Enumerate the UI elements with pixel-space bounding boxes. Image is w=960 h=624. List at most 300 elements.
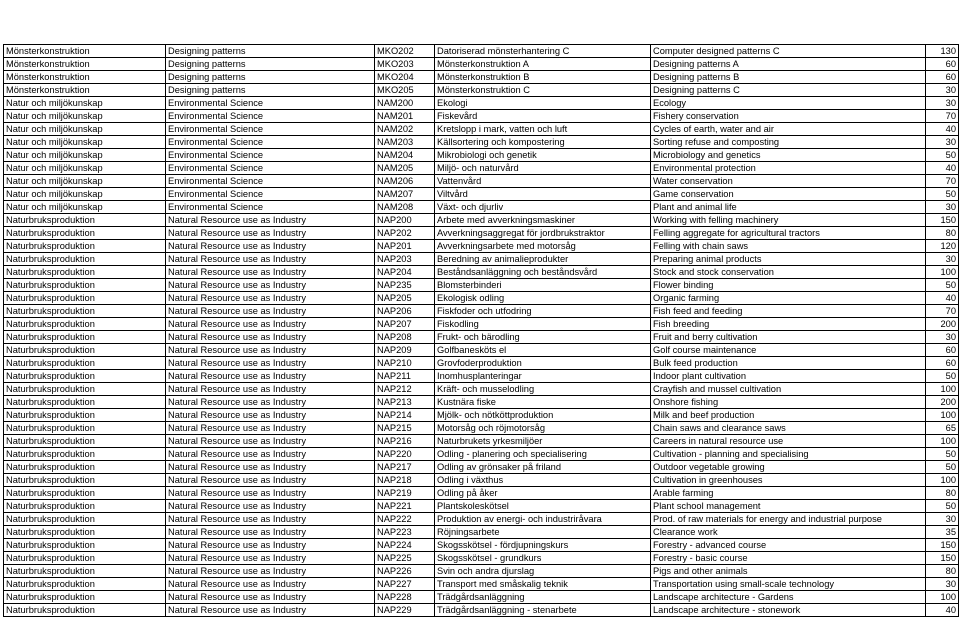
course-code-cell: NAP222: [375, 513, 435, 526]
subject-sv-cell: Mönsterkonstruktion: [4, 45, 166, 58]
points-cell: 30: [926, 578, 959, 591]
subject-en-cell: Environmental Science: [166, 201, 375, 214]
course-name-sv-cell: Naturbrukets yrkesmiljöer: [435, 435, 651, 448]
course-code-cell: NAP219: [375, 487, 435, 500]
points-cell: 60: [926, 58, 959, 71]
table-row: [4, 240, 959, 253]
points-cell: 30: [926, 97, 959, 110]
table-row: [4, 409, 959, 422]
points-cell: 30: [926, 253, 959, 266]
course-name-en-cell: Clearance work: [651, 526, 926, 539]
subject-sv-cell: Naturbruksproduktion: [4, 552, 166, 565]
subject-en-cell: Environmental Science: [166, 110, 375, 123]
course-name-en-cell: Plant school management: [651, 500, 926, 513]
course-code-cell: NAP200: [375, 214, 435, 227]
subject-en-cell: Natural Resource use as Industry: [166, 487, 375, 500]
subject-en-cell: Natural Resource use as Industry: [166, 422, 375, 435]
course-name-sv-cell: Beståndsanläggning och beståndsvård: [435, 266, 651, 279]
course-name-sv-cell: Grovfoderproduktion: [435, 357, 651, 370]
subject-sv-cell: Natur och miljökunskap: [4, 188, 166, 201]
subject-en-cell: Designing patterns: [166, 58, 375, 71]
points-cell: 30: [926, 331, 959, 344]
table-row: [4, 253, 959, 266]
subject-sv-cell: Naturbruksproduktion: [4, 422, 166, 435]
table-row: [4, 591, 959, 604]
course-code-cell: NAM206: [375, 175, 435, 188]
course-name-sv-cell: Odling på åker: [435, 487, 651, 500]
course-name-sv-cell: Odling - planering och specialisering: [435, 448, 651, 461]
course-name-sv-cell: Miljö- och naturvård: [435, 162, 651, 175]
table-row: [4, 461, 959, 474]
course-code-cell: NAP204: [375, 266, 435, 279]
course-name-en-cell: Organic farming: [651, 292, 926, 305]
points-cell: 60: [926, 71, 959, 84]
course-name-en-cell: Crayfish and mussel cultivation: [651, 383, 926, 396]
subject-en-cell: Natural Resource use as Industry: [166, 539, 375, 552]
course-name-sv-cell: Avverkningsarbete med motorsåg: [435, 240, 651, 253]
course-name-en-cell: Golf course maintenance: [651, 344, 926, 357]
subject-en-cell: Environmental Science: [166, 175, 375, 188]
page-title: Engelsk översättning av ämnen och kurser. Publicerad 2003-03-05: [5, 0, 448, 15]
subject-en-cell: Environmental Science: [166, 149, 375, 162]
subject-sv-cell: Naturbruksproduktion: [4, 526, 166, 539]
subject-en-cell: Natural Resource use as Industry: [166, 305, 375, 318]
table-row: [4, 513, 959, 526]
subject-en-cell: Natural Resource use as Industry: [166, 370, 375, 383]
course-name-sv-cell: Fiskfoder och utfodring: [435, 305, 651, 318]
course-name-en-cell: Felling aggregate for agricultural tractors: [651, 227, 926, 240]
course-code-cell: NAP221: [375, 500, 435, 513]
points-cell: 50: [926, 149, 959, 162]
table-row: [4, 344, 959, 357]
points-cell: 30: [926, 136, 959, 149]
subject-sv-cell: Naturbruksproduktion: [4, 266, 166, 279]
subject-sv-cell: Naturbruksproduktion: [4, 292, 166, 305]
course-code-cell: NAP225: [375, 552, 435, 565]
subject-sv-cell: Naturbruksproduktion: [4, 604, 166, 617]
points-cell: 100: [926, 409, 959, 422]
course-name-sv-cell: Mönsterkonstruktion C: [435, 84, 651, 97]
course-code-cell: NAP226: [375, 565, 435, 578]
course-name-sv-cell: Kustnära fiske: [435, 396, 651, 409]
course-name-en-cell: Designing patterns B: [651, 71, 926, 84]
subject-en-cell: Natural Resource use as Industry: [166, 409, 375, 422]
course-name-en-cell: Plant and animal life: [651, 201, 926, 214]
course-name-sv-cell: Skogsskötsel - grundkurs: [435, 552, 651, 565]
table-row: [4, 357, 959, 370]
course-name-en-cell: Onshore fishing: [651, 396, 926, 409]
table-row: [4, 578, 959, 591]
table-row: [4, 474, 959, 487]
course-name-sv-cell: Mönsterkonstruktion B: [435, 71, 651, 84]
subject-sv-cell: Mönsterkonstruktion: [4, 58, 166, 71]
subject-sv-cell: Naturbruksproduktion: [4, 279, 166, 292]
course-code-cell: NAP217: [375, 461, 435, 474]
table-row: [4, 448, 959, 461]
table-row: [4, 331, 959, 344]
course-code-cell: NAP202: [375, 227, 435, 240]
course-name-sv-cell: Produktion av energi- och industriråvara: [435, 513, 651, 526]
course-name-sv-cell: Odling av grönsaker på friland: [435, 461, 651, 474]
course-code-cell: NAP224: [375, 539, 435, 552]
points-cell: 100: [926, 435, 959, 448]
course-name-en-cell: Felling with chain saws: [651, 240, 926, 253]
points-cell: 120: [926, 240, 959, 253]
course-name-en-cell: Stock and stock conservation: [651, 266, 926, 279]
course-name-en-cell: Cultivation in greenhouses: [651, 474, 926, 487]
course-code-cell: NAP207: [375, 318, 435, 331]
course-name-en-cell: Prod. of raw materials for energy and industrial purpose: [651, 513, 926, 526]
course-code-cell: NAP205: [375, 292, 435, 305]
points-cell: 40: [926, 292, 959, 305]
subject-en-cell: Environmental Science: [166, 123, 375, 136]
points-cell: 200: [926, 396, 959, 409]
course-name-en-cell: Forestry - advanced course: [651, 539, 926, 552]
course-code-cell: NAM207: [375, 188, 435, 201]
subject-en-cell: Natural Resource use as Industry: [166, 227, 375, 240]
course-name-sv-cell: Plantskoleskötsel: [435, 500, 651, 513]
course-name-en-cell: Water conservation: [651, 175, 926, 188]
table-row: [4, 435, 959, 448]
course-name-sv-cell: Motorsåg och röjmotorsåg: [435, 422, 651, 435]
subject-sv-cell: Naturbruksproduktion: [4, 487, 166, 500]
subject-en-cell: Natural Resource use as Industry: [166, 331, 375, 344]
course-name-sv-cell: Beredning av animalieprodukter: [435, 253, 651, 266]
subject-sv-cell: Naturbruksproduktion: [4, 331, 166, 344]
table-row: [4, 292, 959, 305]
subject-sv-cell: Naturbruksproduktion: [4, 435, 166, 448]
points-cell: 30: [926, 201, 959, 214]
course-code-cell: NAP220: [375, 448, 435, 461]
subject-en-cell: Natural Resource use as Industry: [166, 318, 375, 331]
course-name-en-cell: Microbiology and genetics: [651, 149, 926, 162]
subject-sv-cell: Naturbruksproduktion: [4, 578, 166, 591]
course-name-en-cell: Game conservation: [651, 188, 926, 201]
subject-sv-cell: Naturbruksproduktion: [4, 565, 166, 578]
course-name-en-cell: Indoor plant cultivation: [651, 370, 926, 383]
table-row: [4, 227, 959, 240]
points-cell: 50: [926, 461, 959, 474]
table-row: [4, 500, 959, 513]
subject-en-cell: Natural Resource use as Industry: [166, 253, 375, 266]
table-row: [4, 487, 959, 500]
points-cell: 150: [926, 552, 959, 565]
course-name-en-cell: Fish feed and feeding: [651, 305, 926, 318]
points-cell: 50: [926, 500, 959, 513]
subject-en-cell: Designing patterns: [166, 84, 375, 97]
table-row: [4, 175, 959, 188]
course-name-sv-cell: Växt- och djurliv: [435, 201, 651, 214]
points-cell: 40: [926, 604, 959, 617]
table-row: [4, 214, 959, 227]
table-row: [4, 526, 959, 539]
course-name-sv-cell: Frukt- och bärodling: [435, 331, 651, 344]
course-name-en-cell: Arable farming: [651, 487, 926, 500]
course-code-cell: NAP214: [375, 409, 435, 422]
course-name-en-cell: Forestry - basic course: [651, 552, 926, 565]
course-name-sv-cell: Blomsterbinderi: [435, 279, 651, 292]
subject-sv-cell: Naturbruksproduktion: [4, 370, 166, 383]
course-name-sv-cell: Inomhusplanteringar: [435, 370, 651, 383]
subject-sv-cell: Natur och miljökunskap: [4, 110, 166, 123]
points-cell: 30: [926, 513, 959, 526]
course-code-cell: NAP216: [375, 435, 435, 448]
course-code-cell: NAM208: [375, 201, 435, 214]
subject-en-cell: Natural Resource use as Industry: [166, 344, 375, 357]
course-name-sv-cell: Röjningsarbete: [435, 526, 651, 539]
course-name-en-cell: Landscape architecture - Gardens: [651, 591, 926, 604]
table-row: [4, 370, 959, 383]
course-name-sv-cell: Odling i växthus: [435, 474, 651, 487]
table-row: [4, 136, 959, 149]
course-name-en-cell: Computer designed patterns C: [651, 45, 926, 58]
course-code-cell: NAP235: [375, 279, 435, 292]
subject-sv-cell: Naturbruksproduktion: [4, 500, 166, 513]
subject-sv-cell: Naturbruksproduktion: [4, 214, 166, 227]
course-name-en-cell: Designing patterns A: [651, 58, 926, 71]
course-code-cell: NAM204: [375, 149, 435, 162]
course-name-sv-cell: Fiskevård: [435, 110, 651, 123]
points-cell: 40: [926, 162, 959, 175]
course-code-cell: NAP229: [375, 604, 435, 617]
course-name-sv-cell: Trädgårdsanläggning: [435, 591, 651, 604]
subject-sv-cell: Naturbruksproduktion: [4, 305, 166, 318]
course-code-cell: MKO205: [375, 84, 435, 97]
points-cell: 50: [926, 370, 959, 383]
subject-en-cell: Natural Resource use as Industry: [166, 240, 375, 253]
subject-en-cell: Natural Resource use as Industry: [166, 565, 375, 578]
table-row: [4, 396, 959, 409]
table-row: [4, 188, 959, 201]
page-header: [0, 0, 960, 40]
table-row: [4, 552, 959, 565]
points-cell: 150: [926, 539, 959, 552]
subject-sv-cell: Naturbruksproduktion: [4, 513, 166, 526]
course-code-cell: NAP209: [375, 344, 435, 357]
course-code-cell: MKO203: [375, 58, 435, 71]
course-name-sv-cell: Mjölk- och nötköttproduktion: [435, 409, 651, 422]
course-name-en-cell: Chain saws and clearance saws: [651, 422, 926, 435]
course-name-en-cell: Environmental protection: [651, 162, 926, 175]
course-name-sv-cell: Skogsskötsel - fördjupningskurs: [435, 539, 651, 552]
course-name-sv-cell: Fiskodling: [435, 318, 651, 331]
course-code-cell: NAP210: [375, 357, 435, 370]
subject-sv-cell: Natur och miljökunskap: [4, 162, 166, 175]
points-cell: 60: [926, 344, 959, 357]
subject-sv-cell: Natur och miljökunskap: [4, 97, 166, 110]
points-cell: 50: [926, 188, 959, 201]
table-row: [4, 45, 959, 58]
points-cell: 40: [926, 123, 959, 136]
points-cell: 150: [926, 214, 959, 227]
course-name-sv-cell: Ekologisk odling: [435, 292, 651, 305]
course-code-cell: NAP228: [375, 591, 435, 604]
subject-en-cell: Environmental Science: [166, 188, 375, 201]
subject-sv-cell: Mönsterkonstruktion: [4, 84, 166, 97]
subject-en-cell: Natural Resource use as Industry: [166, 500, 375, 513]
course-table: [3, 44, 959, 617]
course-code-cell: NAP215: [375, 422, 435, 435]
course-code-cell: NAM205: [375, 162, 435, 175]
table-row: [4, 422, 959, 435]
subject-sv-cell: Naturbruksproduktion: [4, 396, 166, 409]
points-cell: 30: [926, 84, 959, 97]
course-code-cell: NAP212: [375, 383, 435, 396]
course-code-cell: NAM203: [375, 136, 435, 149]
course-code-cell: NAP223: [375, 526, 435, 539]
subject-en-cell: Natural Resource use as Industry: [166, 526, 375, 539]
points-cell: 70: [926, 305, 959, 318]
subject-en-cell: Natural Resource use as Industry: [166, 513, 375, 526]
course-name-en-cell: Landscape architecture - stonework: [651, 604, 926, 617]
subject-en-cell: Environmental Science: [166, 97, 375, 110]
course-name-sv-cell: Golfbanesköts el: [435, 344, 651, 357]
subject-en-cell: Natural Resource use as Industry: [166, 448, 375, 461]
course-name-en-cell: Working with felling machinery: [651, 214, 926, 227]
course-table-body: [4, 45, 959, 617]
course-name-sv-cell: Vattenvård: [435, 175, 651, 188]
course-name-en-cell: Careers in natural resource use: [651, 435, 926, 448]
table-row: [4, 266, 959, 279]
subject-sv-cell: Naturbruksproduktion: [4, 539, 166, 552]
table-row: [4, 539, 959, 552]
course-code-cell: NAM201: [375, 110, 435, 123]
table-row: [4, 318, 959, 331]
table-row: [4, 110, 959, 123]
subject-sv-cell: Naturbruksproduktion: [4, 357, 166, 370]
course-name-sv-cell: Kräft- och musselodling: [435, 383, 651, 396]
subject-en-cell: Natural Resource use as Industry: [166, 266, 375, 279]
course-code-cell: NAP206: [375, 305, 435, 318]
course-code-cell: NAP227: [375, 578, 435, 591]
course-code-cell: NAP208: [375, 331, 435, 344]
course-name-en-cell: Milk and beef production: [651, 409, 926, 422]
course-name-sv-cell: Arbete med avverkningsmaskiner: [435, 214, 651, 227]
course-name-en-cell: Sorting refuse and composting: [651, 136, 926, 149]
points-cell: 200: [926, 318, 959, 331]
subject-en-cell: Natural Resource use as Industry: [166, 214, 375, 227]
table-row: [4, 201, 959, 214]
subject-sv-cell: Natur och miljökunskap: [4, 123, 166, 136]
course-name-en-cell: Flower binding: [651, 279, 926, 292]
course-name-sv-cell: Transport med småskalig teknik: [435, 578, 651, 591]
course-code-cell: NAP211: [375, 370, 435, 383]
subject-sv-cell: Natur och miljökunskap: [4, 175, 166, 188]
course-name-sv-cell: Ekologi: [435, 97, 651, 110]
subject-en-cell: Natural Resource use as Industry: [166, 396, 375, 409]
points-cell: 50: [926, 279, 959, 292]
points-cell: 100: [926, 474, 959, 487]
points-cell: 65: [926, 422, 959, 435]
table-row: [4, 279, 959, 292]
subject-en-cell: Natural Resource use as Industry: [166, 292, 375, 305]
subject-sv-cell: Naturbruksproduktion: [4, 474, 166, 487]
points-cell: 35: [926, 526, 959, 539]
subject-sv-cell: Natur och miljökunskap: [4, 201, 166, 214]
subject-sv-cell: Natur och miljökunskap: [4, 136, 166, 149]
course-name-en-cell: Fruit and berry cultivation: [651, 331, 926, 344]
subject-sv-cell: Naturbruksproduktion: [4, 461, 166, 474]
points-cell: 50: [926, 448, 959, 461]
subject-en-cell: Designing patterns: [166, 45, 375, 58]
course-name-en-cell: Preparing animal products: [651, 253, 926, 266]
subject-sv-cell: Naturbruksproduktion: [4, 448, 166, 461]
table-row: [4, 149, 959, 162]
subject-en-cell: Natural Resource use as Industry: [166, 435, 375, 448]
course-name-en-cell: Cycles of earth, water and air: [651, 123, 926, 136]
points-cell: 80: [926, 227, 959, 240]
subject-sv-cell: Naturbruksproduktion: [4, 227, 166, 240]
subject-sv-cell: Naturbruksproduktion: [4, 253, 166, 266]
course-name-en-cell: Ecology: [651, 97, 926, 110]
points-cell: 70: [926, 110, 959, 123]
table-row: [4, 565, 959, 578]
table-row: [4, 84, 959, 97]
subject-en-cell: Environmental Science: [166, 162, 375, 175]
course-name-sv-cell: Kretslopp i mark, vatten och luft: [435, 123, 651, 136]
subject-en-cell: Designing patterns: [166, 71, 375, 84]
points-cell: 100: [926, 266, 959, 279]
course-code-cell: NAP218: [375, 474, 435, 487]
subject-en-cell: Natural Resource use as Industry: [166, 591, 375, 604]
subject-en-cell: Natural Resource use as Industry: [166, 474, 375, 487]
table-row: [4, 123, 959, 136]
course-code-cell: NAP203: [375, 253, 435, 266]
points-cell: 70: [926, 175, 959, 188]
course-name-en-cell: Pigs and other animals: [651, 565, 926, 578]
subject-en-cell: Natural Resource use as Industry: [166, 552, 375, 565]
course-name-en-cell: Fishery conservation: [651, 110, 926, 123]
course-name-sv-cell: Svin och andra djurslag: [435, 565, 651, 578]
course-code-cell: NAM202: [375, 123, 435, 136]
course-name-en-cell: Designing patterns C: [651, 84, 926, 97]
subject-en-cell: Environmental Science: [166, 136, 375, 149]
course-name-sv-cell: Datoriserad mönsterhantering C: [435, 45, 651, 58]
course-name-sv-cell: Avverkningsaggregat för jordbrukstraktor: [435, 227, 651, 240]
table-row: [4, 71, 959, 84]
points-cell: 100: [926, 383, 959, 396]
course-name-en-cell: Transportation using small-scale technology: [651, 578, 926, 591]
subject-en-cell: Natural Resource use as Industry: [166, 578, 375, 591]
points-cell: 60: [926, 357, 959, 370]
course-name-sv-cell: Viltvård: [435, 188, 651, 201]
subject-sv-cell: Naturbruksproduktion: [4, 383, 166, 396]
course-name-en-cell: Bulk feed production: [651, 357, 926, 370]
subject-sv-cell: Natur och miljökunskap: [4, 149, 166, 162]
subject-en-cell: Natural Resource use as Industry: [166, 279, 375, 292]
table-row: [4, 604, 959, 617]
points-cell: 80: [926, 565, 959, 578]
course-name-en-cell: Cultivation - planning and specialising: [651, 448, 926, 461]
subject-sv-cell: Mönsterkonstruktion: [4, 71, 166, 84]
course-code-cell: MKO204: [375, 71, 435, 84]
course-name-sv-cell: Mikrobiologi och genetik: [435, 149, 651, 162]
subject-en-cell: Natural Resource use as Industry: [166, 383, 375, 396]
subject-sv-cell: Naturbruksproduktion: [4, 591, 166, 604]
table-row: [4, 97, 959, 110]
course-name-sv-cell: Trädgårdsanläggning - stenarbete: [435, 604, 651, 617]
table-row: [4, 305, 959, 318]
subject-sv-cell: Naturbruksproduktion: [4, 318, 166, 331]
points-cell: 130: [926, 45, 959, 58]
course-name-sv-cell: Källsortering och kompostering: [435, 136, 651, 149]
course-name-en-cell: Fish breeding: [651, 318, 926, 331]
course-code-cell: NAM200: [375, 97, 435, 110]
subject-sv-cell: Naturbruksproduktion: [4, 240, 166, 253]
subject-sv-cell: Naturbruksproduktion: [4, 344, 166, 357]
points-cell: 100: [926, 591, 959, 604]
course-name-sv-cell: Mönsterkonstruktion A: [435, 58, 651, 71]
